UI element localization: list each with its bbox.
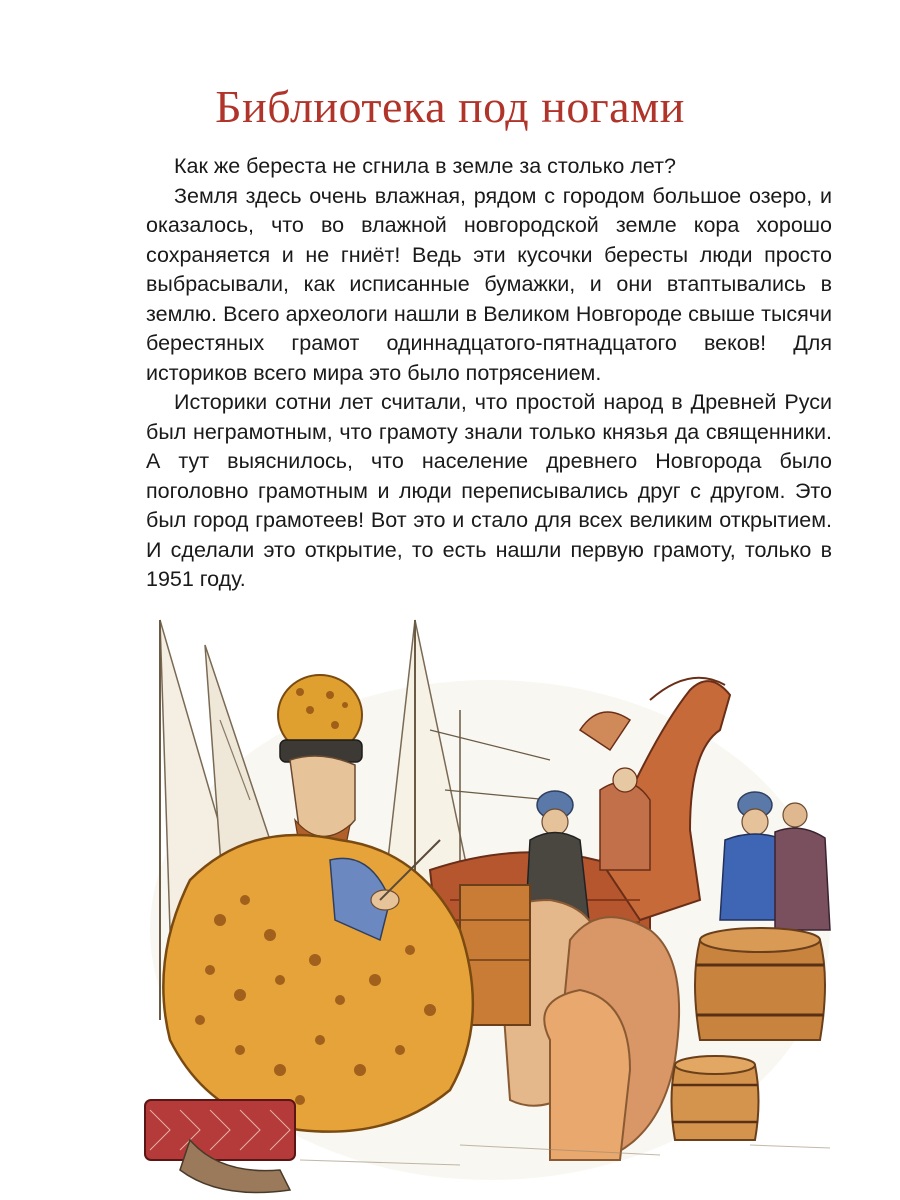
- paragraph: Историки сотни лет считали, что простой народ в Древней Руси был неграмотным, что грамоту знали только князья да священники. А тут выяснилось, что население древнего Новгорода было поголовно грамотным и люди переписывались друг с другом. Это был город грамотеев! Вот это и стало для всех великим открытием. И сделали это открытие, то есть нашли первую грамоту, только в 1951 году.: [146, 390, 832, 591]
- body-text: [146, 152, 832, 595]
- market-illustration: [130, 600, 850, 1200]
- paragraph: Как же береста не сгнила в земле за столько лет?: [174, 154, 676, 178]
- paragraph: Земля здесь очень влажная, рядом с городом большое озеро, и оказалось, что во влажной новгородской земле кора хорошо сохраняется и не гниёт! Ведь эти кусочки бересты люди просто выбрасывали, как исписанные бумажки, и они втаптывались в землю. Всего археологи нашли в Великом Новгороде свыше тысячи берестяных грамот одиннадцатого-пятнадцатого веков! Для историков всего мира это было потрясением.: [146, 183, 832, 385]
- page-title: Библиотека под ногами: [215, 81, 685, 132]
